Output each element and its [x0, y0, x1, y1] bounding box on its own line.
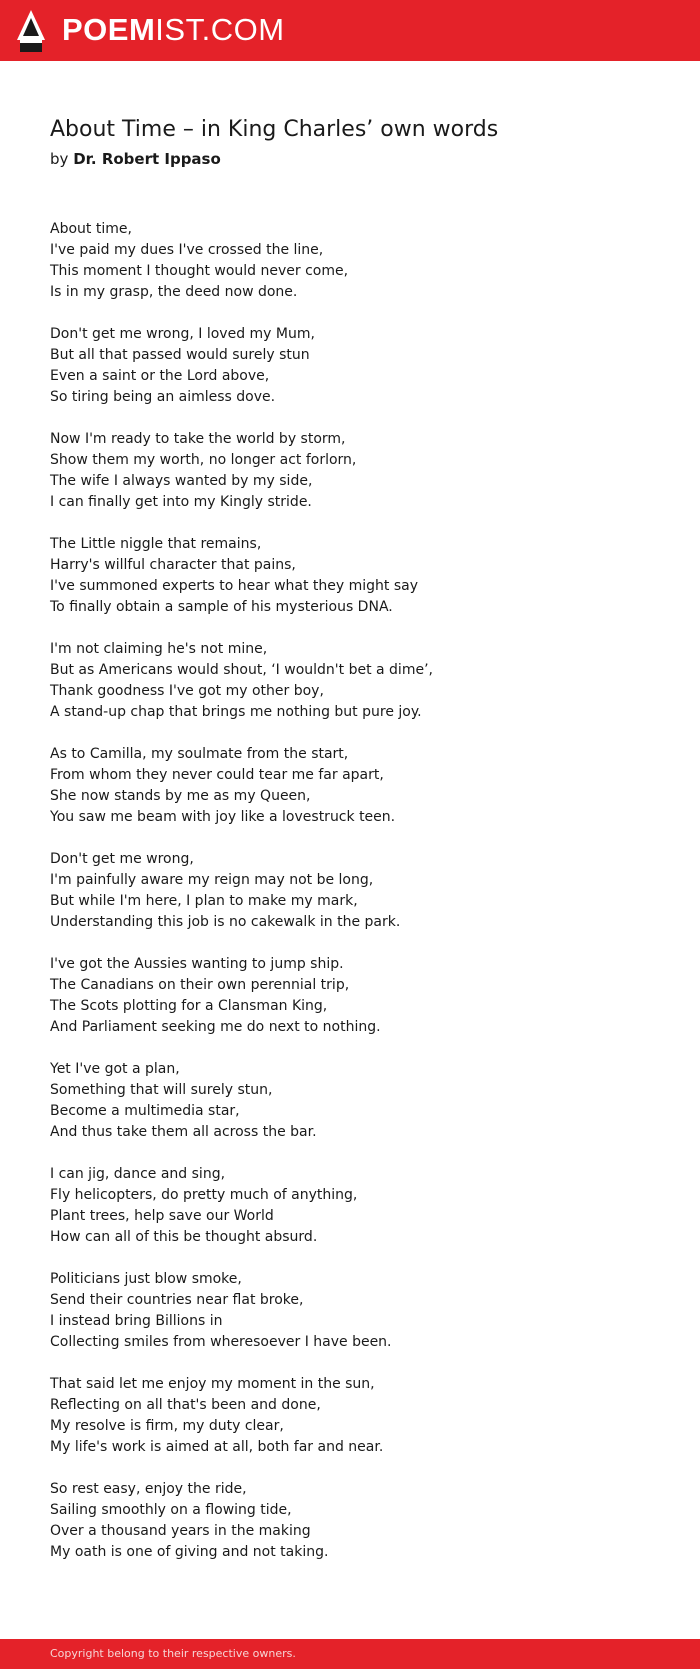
- copyright-text: Copyright belong to their respective owners.: [50, 1647, 296, 1660]
- poem-line: Is in my grasp, the deed now done.: [50, 284, 298, 300]
- poem-line: I've paid my dues I've crossed the line,: [50, 242, 324, 258]
- poem-line: And thus take them all across the bar.: [50, 1124, 317, 1140]
- poem-line: The Little niggle that remains,: [50, 536, 262, 552]
- poem-line: I can jig, dance and sing,: [50, 1166, 226, 1182]
- poem-line: And Parliament seeking me do next to nothing.: [50, 1019, 381, 1035]
- poem-line: Thank goodness I've got my other boy,: [50, 683, 324, 699]
- poem-line: As to Camilla, my soulmate from the start,: [50, 746, 349, 762]
- poem-stanza: [50, 1269, 650, 1353]
- poem-author[interactable]: Dr. Robert Ippaso: [73, 150, 221, 168]
- poem-line: This moment I thought would never come,: [50, 263, 349, 279]
- poem-line: I instead bring Billions in: [50, 1313, 223, 1329]
- poem-line: Plant trees, help save our World: [50, 1208, 274, 1224]
- poem-line: Collecting smiles from wheresoever I have been.: [50, 1334, 392, 1350]
- logo-text-bold: POEM: [62, 12, 156, 47]
- poem-line: But while I'm here, I plan to make my mark,: [50, 893, 358, 909]
- poem-line: The Scots plotting for a Clansman King,: [50, 998, 328, 1014]
- site-logo[interactable]: [62, 13, 285, 47]
- poem-line: I can finally get into my Kingly stride.: [50, 494, 312, 510]
- poem-line: So rest easy, enjoy the ride,: [50, 1481, 247, 1497]
- poem-line: Fly helicopters, do pretty much of anything,: [50, 1187, 358, 1203]
- poem-line: Politicians just blow smoke,: [50, 1271, 242, 1287]
- poem-line: I've summoned experts to hear what they might say: [50, 578, 419, 594]
- poem-title: About Time – in King Charles’ own words: [50, 117, 499, 142]
- poem-line: Show them my worth, no longer act forlorn,: [50, 452, 357, 468]
- poem-line: The Canadians on their own perennial trip,: [50, 977, 350, 993]
- poem-line: Send their countries near flat broke,: [50, 1292, 304, 1308]
- poem-stanza: [50, 534, 650, 618]
- poem-stanza: [50, 1164, 650, 1248]
- site-header: [0, 0, 700, 61]
- poem-stanza: [50, 219, 650, 303]
- poem-stanza: [50, 639, 650, 723]
- poem-line: How can all of this be thought absurd.: [50, 1229, 318, 1245]
- poem-line: My life's work is aimed at all, both far and near.: [50, 1439, 384, 1455]
- poem-line: I'm painfully aware my reign may not be long,: [50, 872, 374, 888]
- poem-line: Now I'm ready to take the world by storm,: [50, 431, 346, 447]
- poem-stanza: [50, 954, 650, 1038]
- byline-prefix: by: [50, 150, 69, 168]
- poem-line: Something that will surely stun,: [50, 1082, 273, 1098]
- poem-line: That said let me enjoy my moment in the sun,: [50, 1376, 375, 1392]
- poem-line: Reflecting on all that's been and done,: [50, 1397, 321, 1413]
- poem-line: But all that passed would surely stun: [50, 347, 310, 363]
- poem-line: She now stands by me as my Queen,: [50, 788, 311, 804]
- poem-line: To finally obtain a sample of his mysterious DNA.: [50, 599, 393, 615]
- poem-body: [50, 219, 650, 1584]
- poem-line: The wife I always wanted by my side,: [50, 473, 313, 489]
- poem-stanza: [50, 429, 650, 513]
- poem-line: Become a multimedia star,: [50, 1103, 240, 1119]
- poem-line: So tiring being an aimless dove.: [50, 389, 276, 405]
- pencil-logo-icon[interactable]: [17, 10, 45, 52]
- poem-stanza: [50, 849, 650, 933]
- poem-line: Over a thousand years in the making: [50, 1523, 311, 1539]
- poem-line: Sailing smoothly on a flowing tide,: [50, 1502, 292, 1518]
- poem-line: I'm not claiming he's not mine,: [50, 641, 268, 657]
- poem-line: My resolve is firm, my duty clear,: [50, 1418, 284, 1434]
- logo-text-light: IST.COM: [155, 12, 285, 47]
- site-footer: [0, 1639, 700, 1669]
- poem-line: You saw me beam with joy like a lovestruck teen.: [50, 809, 396, 825]
- poem-line: Yet I've got a plan,: [50, 1061, 180, 1077]
- poem-line: Harry's willful character that pains,: [50, 557, 296, 573]
- poem-stanza: [50, 1479, 650, 1563]
- poem-line: Even a saint or the Lord above,: [50, 368, 270, 384]
- poem-byline: [50, 149, 221, 169]
- poem-stanza: [50, 1374, 650, 1458]
- poem-line: Don't get me wrong,: [50, 851, 194, 867]
- poem-line: But as Americans would shout, ‘I wouldn't bet a dime’,: [50, 662, 433, 678]
- poem-line: Don't get me wrong, I loved my Mum,: [50, 326, 315, 342]
- poem-line: Understanding this job is no cakewalk in the park.: [50, 914, 401, 930]
- poem-line: I've got the Aussies wanting to jump ship.: [50, 956, 344, 972]
- poem-line: A stand-up chap that brings me nothing but pure joy.: [50, 704, 422, 720]
- poem-line: From whom they never could tear me far apart,: [50, 767, 384, 783]
- poem-stanza: [50, 1059, 650, 1143]
- poem-stanza: [50, 324, 650, 408]
- poem-line: My oath is one of giving and not taking.: [50, 1544, 329, 1560]
- poem-line: About time,: [50, 221, 132, 237]
- poem-stanza: [50, 744, 650, 828]
